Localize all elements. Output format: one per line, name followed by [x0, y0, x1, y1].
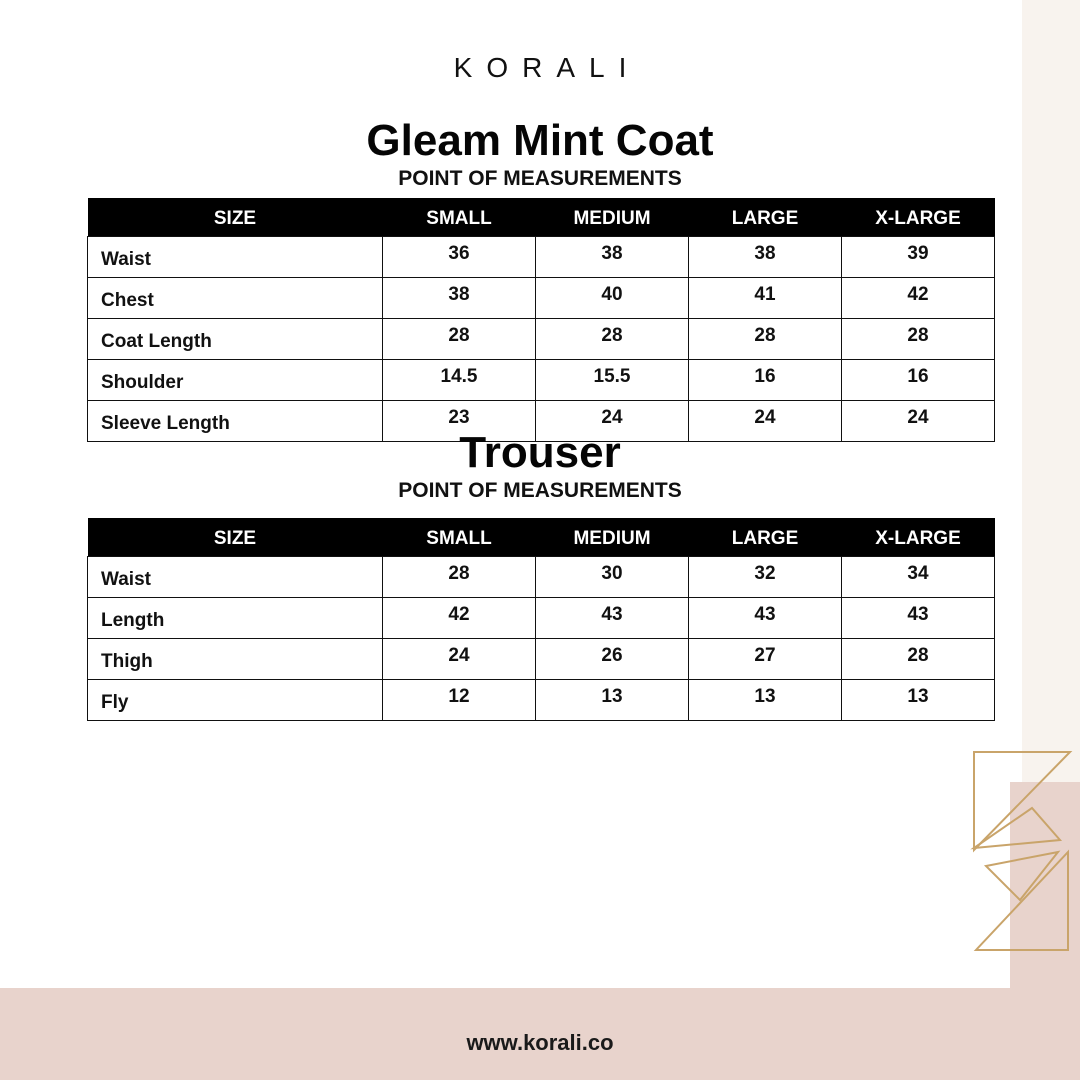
row-label: Thigh	[88, 639, 383, 680]
cell-value: 40	[536, 278, 689, 319]
table-row	[88, 680, 995, 721]
cell-value: 34	[842, 557, 995, 598]
row-label: Length	[88, 598, 383, 639]
table-row	[88, 639, 995, 680]
cell-value: 13	[689, 680, 842, 721]
trouser-size-table	[87, 518, 995, 721]
row-label: Chest	[88, 278, 383, 319]
header-size: SIZE	[88, 198, 383, 237]
table-row	[88, 237, 995, 278]
table-row	[88, 278, 995, 319]
gold-triangle-2	[974, 808, 1060, 848]
table-row	[88, 360, 995, 401]
coat-title: Gleam Mint Coat	[366, 116, 714, 165]
table-row	[88, 598, 995, 639]
cell-value: 28	[842, 639, 995, 680]
cell-value: 41	[689, 278, 842, 319]
cell-value: 23	[383, 401, 536, 442]
cell-value: 24	[383, 639, 536, 680]
cell-value: 43	[689, 598, 842, 639]
cell-value: 16	[689, 360, 842, 401]
cell-value: 27	[689, 639, 842, 680]
cell-value: 38	[689, 237, 842, 278]
coat-size-table	[87, 198, 995, 442]
cell-value: 32	[689, 557, 842, 598]
header-large: LARGE	[689, 518, 842, 557]
header-medium: MEDIUM	[536, 518, 689, 557]
cell-value: 28	[536, 319, 689, 360]
table-header-row	[88, 518, 995, 557]
website-url: www.korali.co	[466, 1030, 614, 1055]
cell-value: 43	[842, 598, 995, 639]
row-label: Shoulder	[88, 360, 383, 401]
table-row	[88, 319, 995, 360]
header-small: SMALL	[383, 518, 536, 557]
row-label: Sleeve Length	[88, 401, 383, 442]
row-label: Coat Length	[88, 319, 383, 360]
cell-value: 36	[383, 237, 536, 278]
cell-value: 39	[842, 237, 995, 278]
cell-value: 28	[383, 557, 536, 598]
header-size: SIZE	[88, 518, 383, 557]
cell-value: 16	[842, 360, 995, 401]
table-row	[88, 557, 995, 598]
cell-value: 42	[842, 278, 995, 319]
table-header-row	[88, 198, 995, 237]
cell-value: 28	[383, 319, 536, 360]
cell-value: 38	[383, 278, 536, 319]
header-x-large: X-LARGE	[842, 518, 995, 557]
cell-value: 30	[536, 557, 689, 598]
cell-value: 28	[842, 319, 995, 360]
cell-value: 15.5	[536, 360, 689, 401]
gold-triangle-3	[986, 852, 1058, 900]
cell-value: 28	[689, 319, 842, 360]
cell-value: 24	[689, 401, 842, 442]
header-large: LARGE	[689, 198, 842, 237]
header-x-large: X-LARGE	[842, 198, 995, 237]
gold-triangle-4	[976, 852, 1068, 950]
row-label: Waist	[88, 557, 383, 598]
coat-subtitle: POINT OF MEASUREMENTS	[398, 167, 682, 190]
trouser-subtitle: POINT OF MEASUREMENTS	[398, 479, 682, 502]
cell-value: 13	[842, 680, 995, 721]
cell-value: 24	[842, 401, 995, 442]
cell-value: 24	[536, 401, 689, 442]
trouser-title: Trouser	[459, 428, 621, 477]
cell-value: 13	[536, 680, 689, 721]
cell-value: 42	[383, 598, 536, 639]
brand-logo: KORALI	[453, 52, 641, 83]
header-medium: MEDIUM	[536, 198, 689, 237]
row-label: Waist	[88, 237, 383, 278]
cell-value: 43	[536, 598, 689, 639]
geometric-triangles-decoration	[960, 740, 1080, 960]
cell-value: 26	[536, 639, 689, 680]
cell-value: 38	[536, 237, 689, 278]
cell-value: 12	[383, 680, 536, 721]
row-label: Fly	[88, 680, 383, 721]
cell-value: 14.5	[383, 360, 536, 401]
header-small: SMALL	[383, 198, 536, 237]
